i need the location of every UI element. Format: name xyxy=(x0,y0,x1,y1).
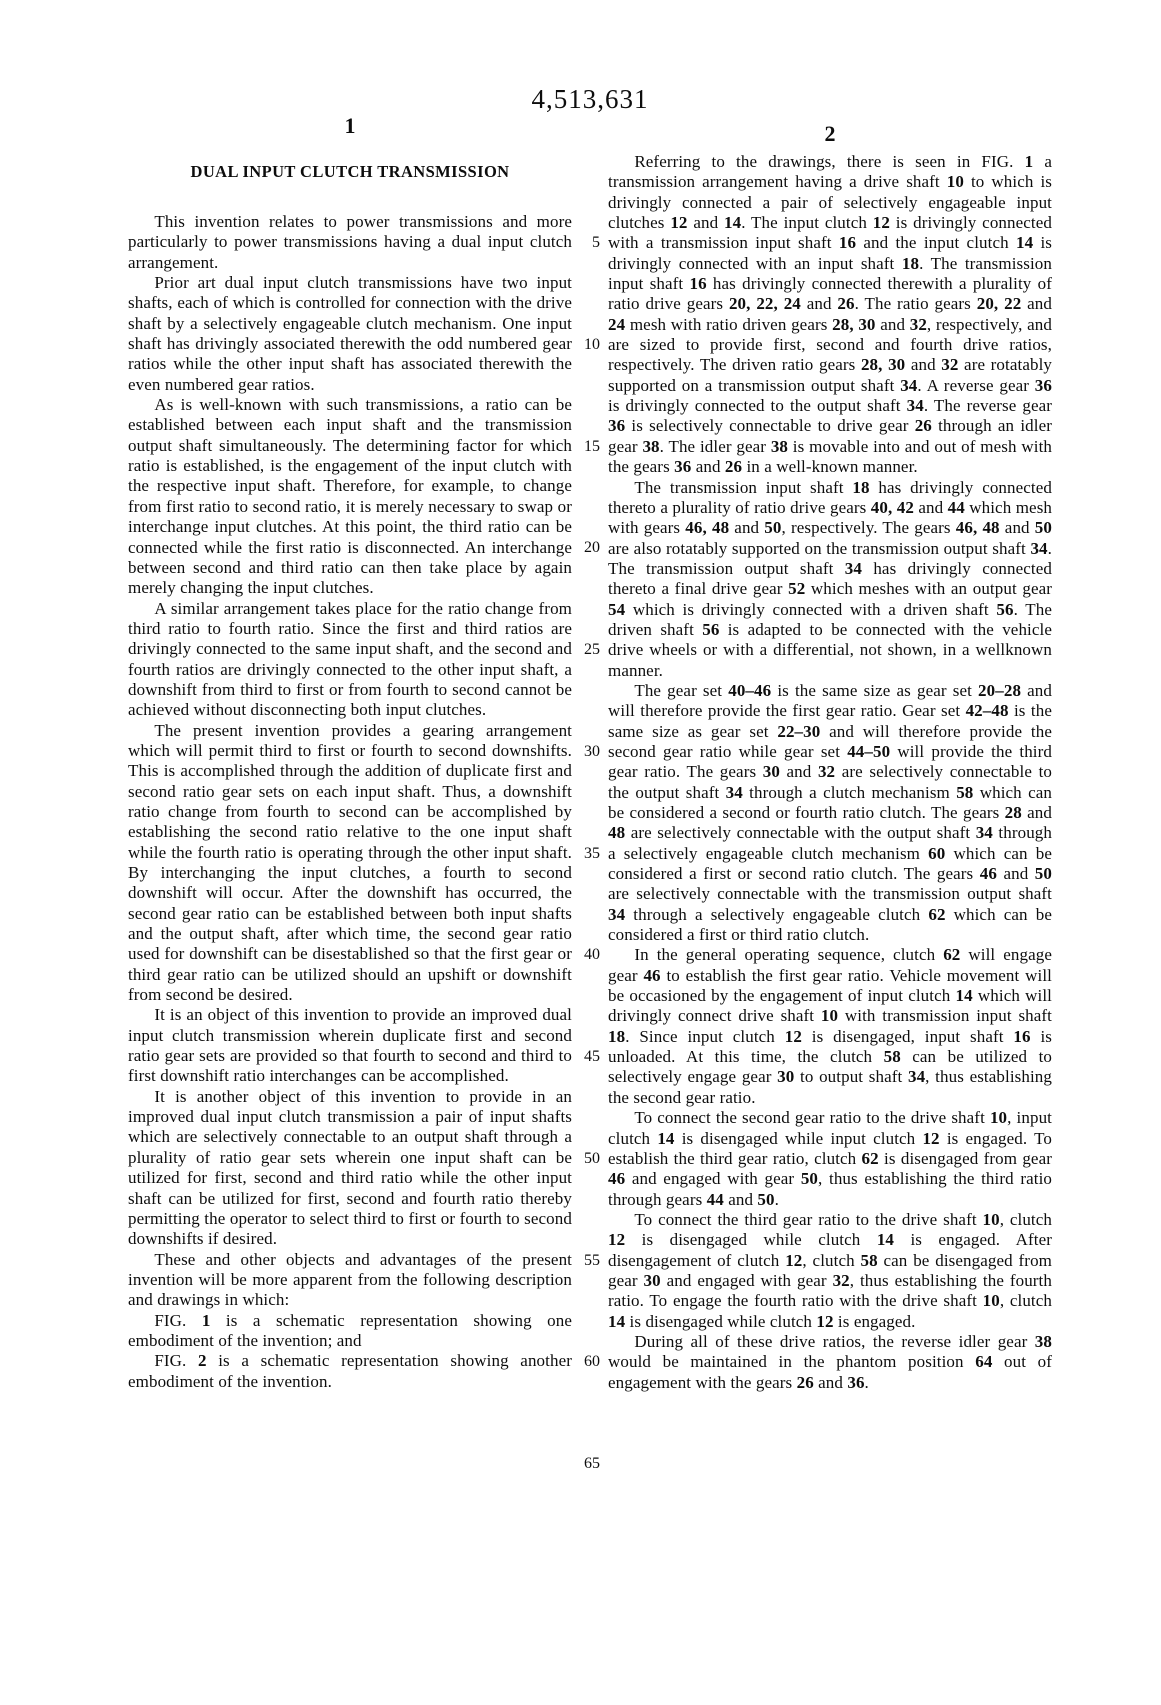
paragraph: FIG. 2 is a schematic representation showing another embodiment of the invention. xyxy=(128,1351,572,1391)
paragraph: Prior art dual input clutch transmissions have two input shafts, each of which is controlled for connection with the drive shaft by a selectively engageable clutch mechanism. One input shaft has drivingly associated therewith the odd numbered gear ratios while the other input shaft has associated therewith the even numbered gear ratios. xyxy=(128,273,572,394)
paragraph: This invention relates to power transmissions and more particularly to power transmissions having a dual input clutch arrangement. xyxy=(128,212,572,272)
line-number: 60 xyxy=(584,1353,600,1371)
paragraph: These and other objects and advantages of the present invention will be more apparent from the following description and drawings in which: xyxy=(128,1249,572,1310)
line-number: 5 xyxy=(592,234,600,251)
column-2 xyxy=(608,152,1052,1393)
line-number: 10 xyxy=(584,335,600,353)
column-1 xyxy=(128,161,572,1392)
line-number: 65 xyxy=(584,1455,600,1472)
paragraph: The gear set 40–46 is the same size as gear set 20–28 and will therefore provide the first gear ratio. Gear set 42–48 is the same size as gear set 22–30 and will therefore provide the second gear ratio while gear set 44–50 will provide the third gear ratio. The gears 30 and 32 are selectively connectable to the output shaft 34 through a clutch mechanism 58 which can be considered a second or fourth ratio clutch. The gears 28 and 48 are selectively connectable with the output shaft 34 through a selectively engageable clutch mechanism 60 which can be considered a first or second ratio clutch. The gears 46 and 50 are selectively connectable with the transmission output shaft 34 through a selectively engageable clutch 62 which can be considered a first or third ratio clutch. xyxy=(608,680,1053,945)
line-number: 45 xyxy=(584,1048,600,1065)
paragraph: FIG. 1 is a schematic representation showing one embodiment of the invention; and xyxy=(128,1310,572,1350)
line-number: 40 xyxy=(584,946,600,964)
paragraph: To connect the third gear ratio to the drive shaft 10, clutch 12 is disengaged while clutch 14 is engaged. After disengagement of clutch 12, clutch 58 can be disengaged from gear 30 and engaged with gear 32, thus establishing the fourth ratio. To engage the fourth ratio with the drive shaft 10, clutch 14 is disengaged while clutch 12 is engaged. xyxy=(608,1209,1052,1331)
line-number: 55 xyxy=(584,1251,600,1269)
paragraph: It is an object of this invention to provide an improved dual input clutch transmission wherein duplicate first and second ratio gear sets are provided so that fourth to second and third to first downshift ratio interchanges can be accomplished. xyxy=(128,1005,572,1086)
paragraph: As is well-known with such transmissions, a ratio can be established between each input shaft and the transmission output shaft simultaneously. The determining factor for which ratio is established, is the engagement of the input clutch with the respective input shaft. Therefore, for example, to change from first ratio to second ratio, it is merely necessary to swap or interchange input clutches. At this point, the third ratio can be connected while the first ratio is disconnected. An interchange between second and third ratio can then take place by again merely changing the input clutches. xyxy=(128,395,572,598)
line-number: 30 xyxy=(584,742,600,760)
line-number: 25 xyxy=(584,641,600,658)
line-number: 20 xyxy=(584,539,600,557)
paragraph: Referring to the drawings, there is seen in FIG. 1 a transmission arrangement having a drive shaft 10 to which is drivingly connected a pair of selectively engageable input clutches 12 and 14. The input clutch 12 is drivingly connected with a transmission input shaft 16 and the input clutch 14 is drivingly connected with an input shaft 18. The transmission input shaft 16 has drivingly connected therewith a plurality of ratio drive gears 20, 22, 24 and 26. The ratio gears 20, 22 and 24 mesh with ratio driven gears 28, 30 and 32, respectively, and are sized to provide first, second and fourth drive ratios, respectively. The driven ratio gears 28, 30 and 32 are rotatably supported on a transmission output shaft 34. A reverse gear 36 is drivingly connected to the output shaft 34. The reverse gear 36 is selectively connectable to drive gear 26 through an idler gear 38. The idler gear 38 is movable into and out of mesh with the gears 36 and 26 in a well-known manner. xyxy=(608,152,1053,477)
paragraph: A similar arrangement takes place for the ratio change from third ratio to fourth ratio. Since the first and third ratios are drivingly connected to the same input shaft, and the second and fourth ratios are drivingly connected to the other input shaft, a downshift from third to first or from fourth to second cannot be achieved without disconnecting both input clutches. xyxy=(128,598,572,720)
paragraph: It is another object of this invention to provide in an improved dual input clutch transmission a pair of input shafts which are selectively connectable to an output shaft through a plurality of ratio gear sets wherein one input shaft can be utilized for first, second and third ratio while the other input shaft can be utilized for first, second and fourth ratio thereby permitting the operator to select third to first or fourth to second downshifts if desired. xyxy=(128,1086,572,1249)
line-number-gutter xyxy=(568,0,600,1705)
column1-page-number: 1 xyxy=(344,113,356,138)
invention-title: DUAL INPUT CLUTCH TRANSMISSION xyxy=(190,162,510,181)
line-number: 15 xyxy=(584,437,600,455)
column1-text xyxy=(128,212,572,1392)
paragraph: The transmission input shaft 18 has drivingly connected thereto a plurality of ratio drive gears 40, 42 and 44 which mesh with gears 46, 48 and 50, respectively. The gears 46, 48 and 50 are also rotatably supported on the transmission output shaft 34. The transmission output shaft 34 has drivingly connected thereto a final drive gear 52 which meshes with an output gear 54 which is drivingly connected with a driven shaft 56. The driven shaft 56 is adapted to be connected with the vehicle drive wheels or with a differential, not shown, in a wellknown manner. xyxy=(608,477,1053,680)
paragraph: During all of these drive ratios, the reverse idler gear 38 would be maintained in the phantom position 64 out of engagement with the gears 26 and 36. xyxy=(608,1331,1052,1392)
line-number: 35 xyxy=(584,844,600,862)
paragraph: To connect the second gear ratio to the drive shaft 10, input clutch 14 is disengaged while input clutch 12 is engaged. To establish the third gear ratio, clutch 62 is disengaged from gear 46 and engaged with gear 50, thus establishing the third ratio through gears 44 and 50. xyxy=(608,1108,1052,1209)
line-number: 50 xyxy=(584,1149,600,1167)
patent-number: 4,513,631 xyxy=(531,84,649,114)
column2-page-number: 2 xyxy=(824,121,836,146)
column2-text xyxy=(608,152,1052,1393)
paragraph: The present invention provides a gearing arrangement which will permit third to first or fourth to second downshifts. This is accomplished through the addition of duplicate first and second ratio gear sets on each input shaft. Thus, a downshift ratio change from fourth to second can be accomplished by establishing the second ratio relative to the one input shaft while the fourth ratio is operating through the other input shaft. By interchanging the input clutches, a fourth to second downshift will occur. After the downshift has occurred, the second gear ratio can be established between both input shafts and the output shaft, after which time, the second gear ratio used for downshift can be disestablished so that the first gear or third gear ratio can be utilized should an upshift or downshift from second be desired. xyxy=(128,720,572,1005)
paragraph: In the general operating sequence, clutch 62 will engage gear 46 to establish the first gear ratio. Vehicle movement will be occasioned by the engagement of input clutch 14 which will drivingly connect drive shaft 10 with transmission input shaft 18. Since input clutch 12 is disengaged, input shaft 16 is unloaded. At this time, the clutch 58 can be utilized to selectively engage gear 30 to output shaft 34, thus establishing the second gear ratio. xyxy=(608,945,1052,1107)
